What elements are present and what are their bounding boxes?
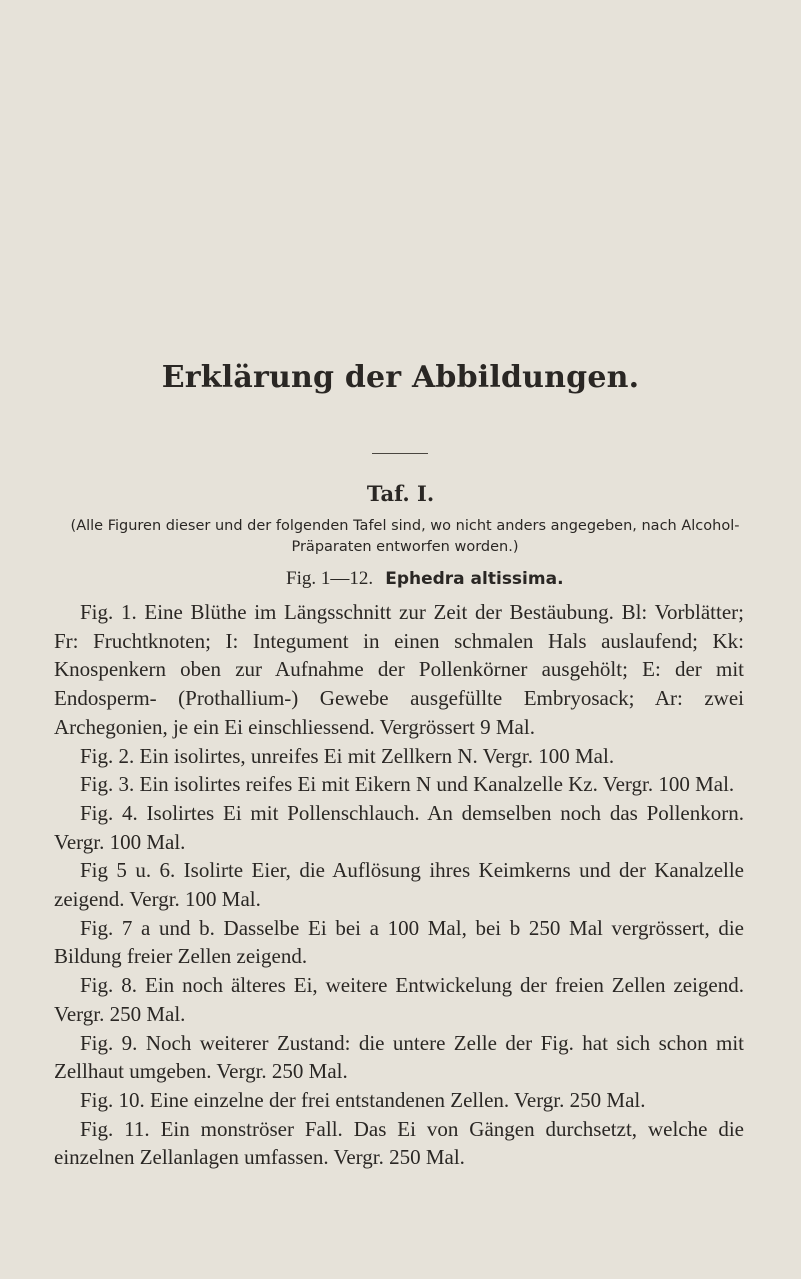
- figure-entry-1: Fig. 1. Eine Blüthe im Längsschnitt zur Zeit der Bestäubung. Bl: Vorblätter; Fr: Fruchtknoten; I: Integument in einen schmalen Hals auslaufend; Kk: Knospenkern oben zur Aufnahme der Pollenkörner ausgehölt; E: der mit Endosperm- (Prothallium-) Gewebe ausgefüllte Embryosack; Ar: zwei Archegonien, je ein Ei einschliessend. Vergrössert 9 Mal.: [54, 600, 744, 739]
- figure-entry-3: Fig. 3. Ein isolirtes reifes Ei mit Eikern N und Kanalzelle Kz. Vergr. 100 Mal.: [80, 772, 735, 797]
- figure-entry-7: Fig. 7 a und b. Dasselbe Ei bei a 100 Mal, bei b 250 Mal vergrössert, die Bildung freier Zellen zeigend.: [54, 915, 744, 969]
- figure-range-heading: [286, 567, 564, 590]
- plate-note: (Alle Figuren dieser und der folgenden Tafel sind, wo nicht anders angegeben, nach Alcohol-Präparaten entworfen worden.): [70, 518, 740, 555]
- plate-heading: Taf. I.: [366, 481, 435, 506]
- title-divider: [372, 453, 428, 454]
- species-name: Ephedra altissima.: [385, 569, 564, 589]
- figure-entry-2: Fig. 2. Ein isolirtes, unreifes Ei mit Zellkern N. Vergr. 100 Mal.: [80, 743, 615, 768]
- figure-range-label: Fig. 1—12.: [286, 568, 374, 589]
- page-title: Erklärung der Abbildungen.: [161, 360, 640, 395]
- figure-entry-4: Fig. 4. Isolirtes Ei mit Pollenschlauch. An demselben noch das Pollenkorn. Vergr. 100 Mal.: [54, 800, 744, 854]
- figure-entry-10: Fig. 10. Eine einzelne der frei entstandenen Zellen. Vergr. 250 Mal.: [80, 1087, 646, 1112]
- figure-entry-5-6: Fig 5 u. 6. Isolirte Eier, die Auflösung ihres Keimkerns und der Kanalzelle zeigend. Vergr. 100 Mal.: [54, 858, 744, 912]
- figure-entry-8: Fig. 8. Ein noch älteres Ei, weitere Entwickelung der freien Zellen zeigend. Vergr. 250 Mal.: [54, 973, 744, 1026]
- figure-entries: [54, 598, 744, 1172]
- figure-entry-9: Fig. 9. Noch weiterer Zustand: die untere Zelle der Fig. hat sich schon mit Zellhaut umgeben. Vergr. 250 Mal.: [54, 1030, 744, 1084]
- figure-entry-11: Fig. 11. Ein monströser Fall. Das Ei von Gängen durchsetzt, welche die einzelnen Zellanlagen umfassen. Vergr. 250 Mal.: [54, 1116, 744, 1170]
